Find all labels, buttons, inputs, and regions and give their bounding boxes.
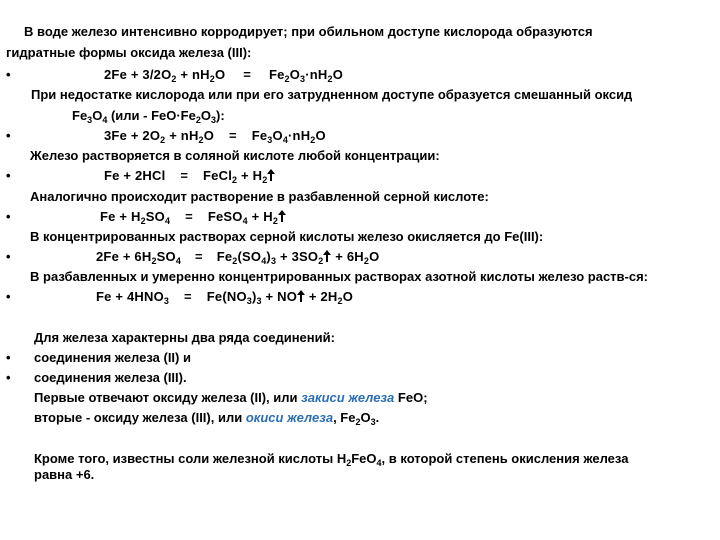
equation: Fe + 2HCl = FeCl$_2$ + $H_2$ [104, 168, 275, 184]
bullet: • [6, 249, 11, 264]
bullet: • [6, 209, 11, 224]
equation: $2Fe + 6H_2SO_4 = Fe_2(SO_4)_3 + 3SO_2 + 6H_2O$ [96, 249, 380, 266]
text-line: В воде железо интенсивно корродирует; при обильном доступе кислорода образуются [24, 24, 593, 39]
equation: $3Fe + 2O_2 + nH_2O = Fe_3O_4\cdot nH_2O$ [104, 128, 326, 145]
equation: $Fe + H_2SO_4$ = FeSO$_4$ + $H_2$ [100, 209, 286, 225]
text-line: Для железа характерны два ряда соединений: [34, 330, 335, 345]
arrow-up-icon [323, 250, 331, 262]
text-line: вторые - оксиду железа (III), или окиси железа, $Fe_2O_3$. [34, 410, 380, 427]
text-line: В разбавленных и умеренно концентрированных растворах азотной кислоты железо раств-ся: [30, 269, 649, 284]
list-item: соединения железа (II) и [34, 350, 191, 365]
arrow-up-icon [297, 290, 305, 302]
arrow-up-icon [278, 210, 286, 222]
bullet: • [6, 370, 11, 385]
equation: $2Fe + 3/2O_2 + nH_2O = Fe_2O_3\cdot nH_2O$ [104, 67, 344, 84]
link-ferric-oxide[interactable]: окиси железа [245, 410, 334, 425]
text-line: гидратные формы оксида железа (III): [6, 45, 252, 60]
bullet: • [6, 289, 11, 304]
text-line: Железо растворяется в соляной кислоте любой концентрации: [30, 148, 440, 163]
list-item: соединения железа (III). [34, 370, 187, 385]
text-line: Аналогично происходит растворение в разбавленной серной кислоте: [30, 189, 489, 204]
text-line: Первые отвечают оксиду железа (II), или закиси железа FeO; [34, 390, 428, 405]
text-line: $Fe_3O_4$ $(или - FeO\cdot Fe_2O_3)$: [72, 108, 225, 125]
text-line: При недостатке кислорода или при его затрудненном доступе образуется смешанный оксид [31, 87, 633, 102]
bullet: • [6, 128, 11, 143]
bullet: • [6, 67, 11, 82]
link-ferrous-oxide[interactable]: закиси железа [301, 390, 395, 405]
text-line: Кроме того, известны соли железной кислоты $H_2FeO_4$, в которой степень окисления железа [34, 451, 629, 468]
text-line: В концентрированных растворах серной кислоты железо окисляется до Fe(III): [30, 229, 544, 244]
bullet: • [6, 350, 11, 365]
bullet: • [6, 168, 11, 183]
text-line: равна +6. [34, 467, 95, 482]
equation: $Fe + 4HNO_3 = Fe(NO_3)_3$ + NO + $2H_2O$ [96, 289, 354, 306]
arrow-up-icon [267, 169, 275, 181]
